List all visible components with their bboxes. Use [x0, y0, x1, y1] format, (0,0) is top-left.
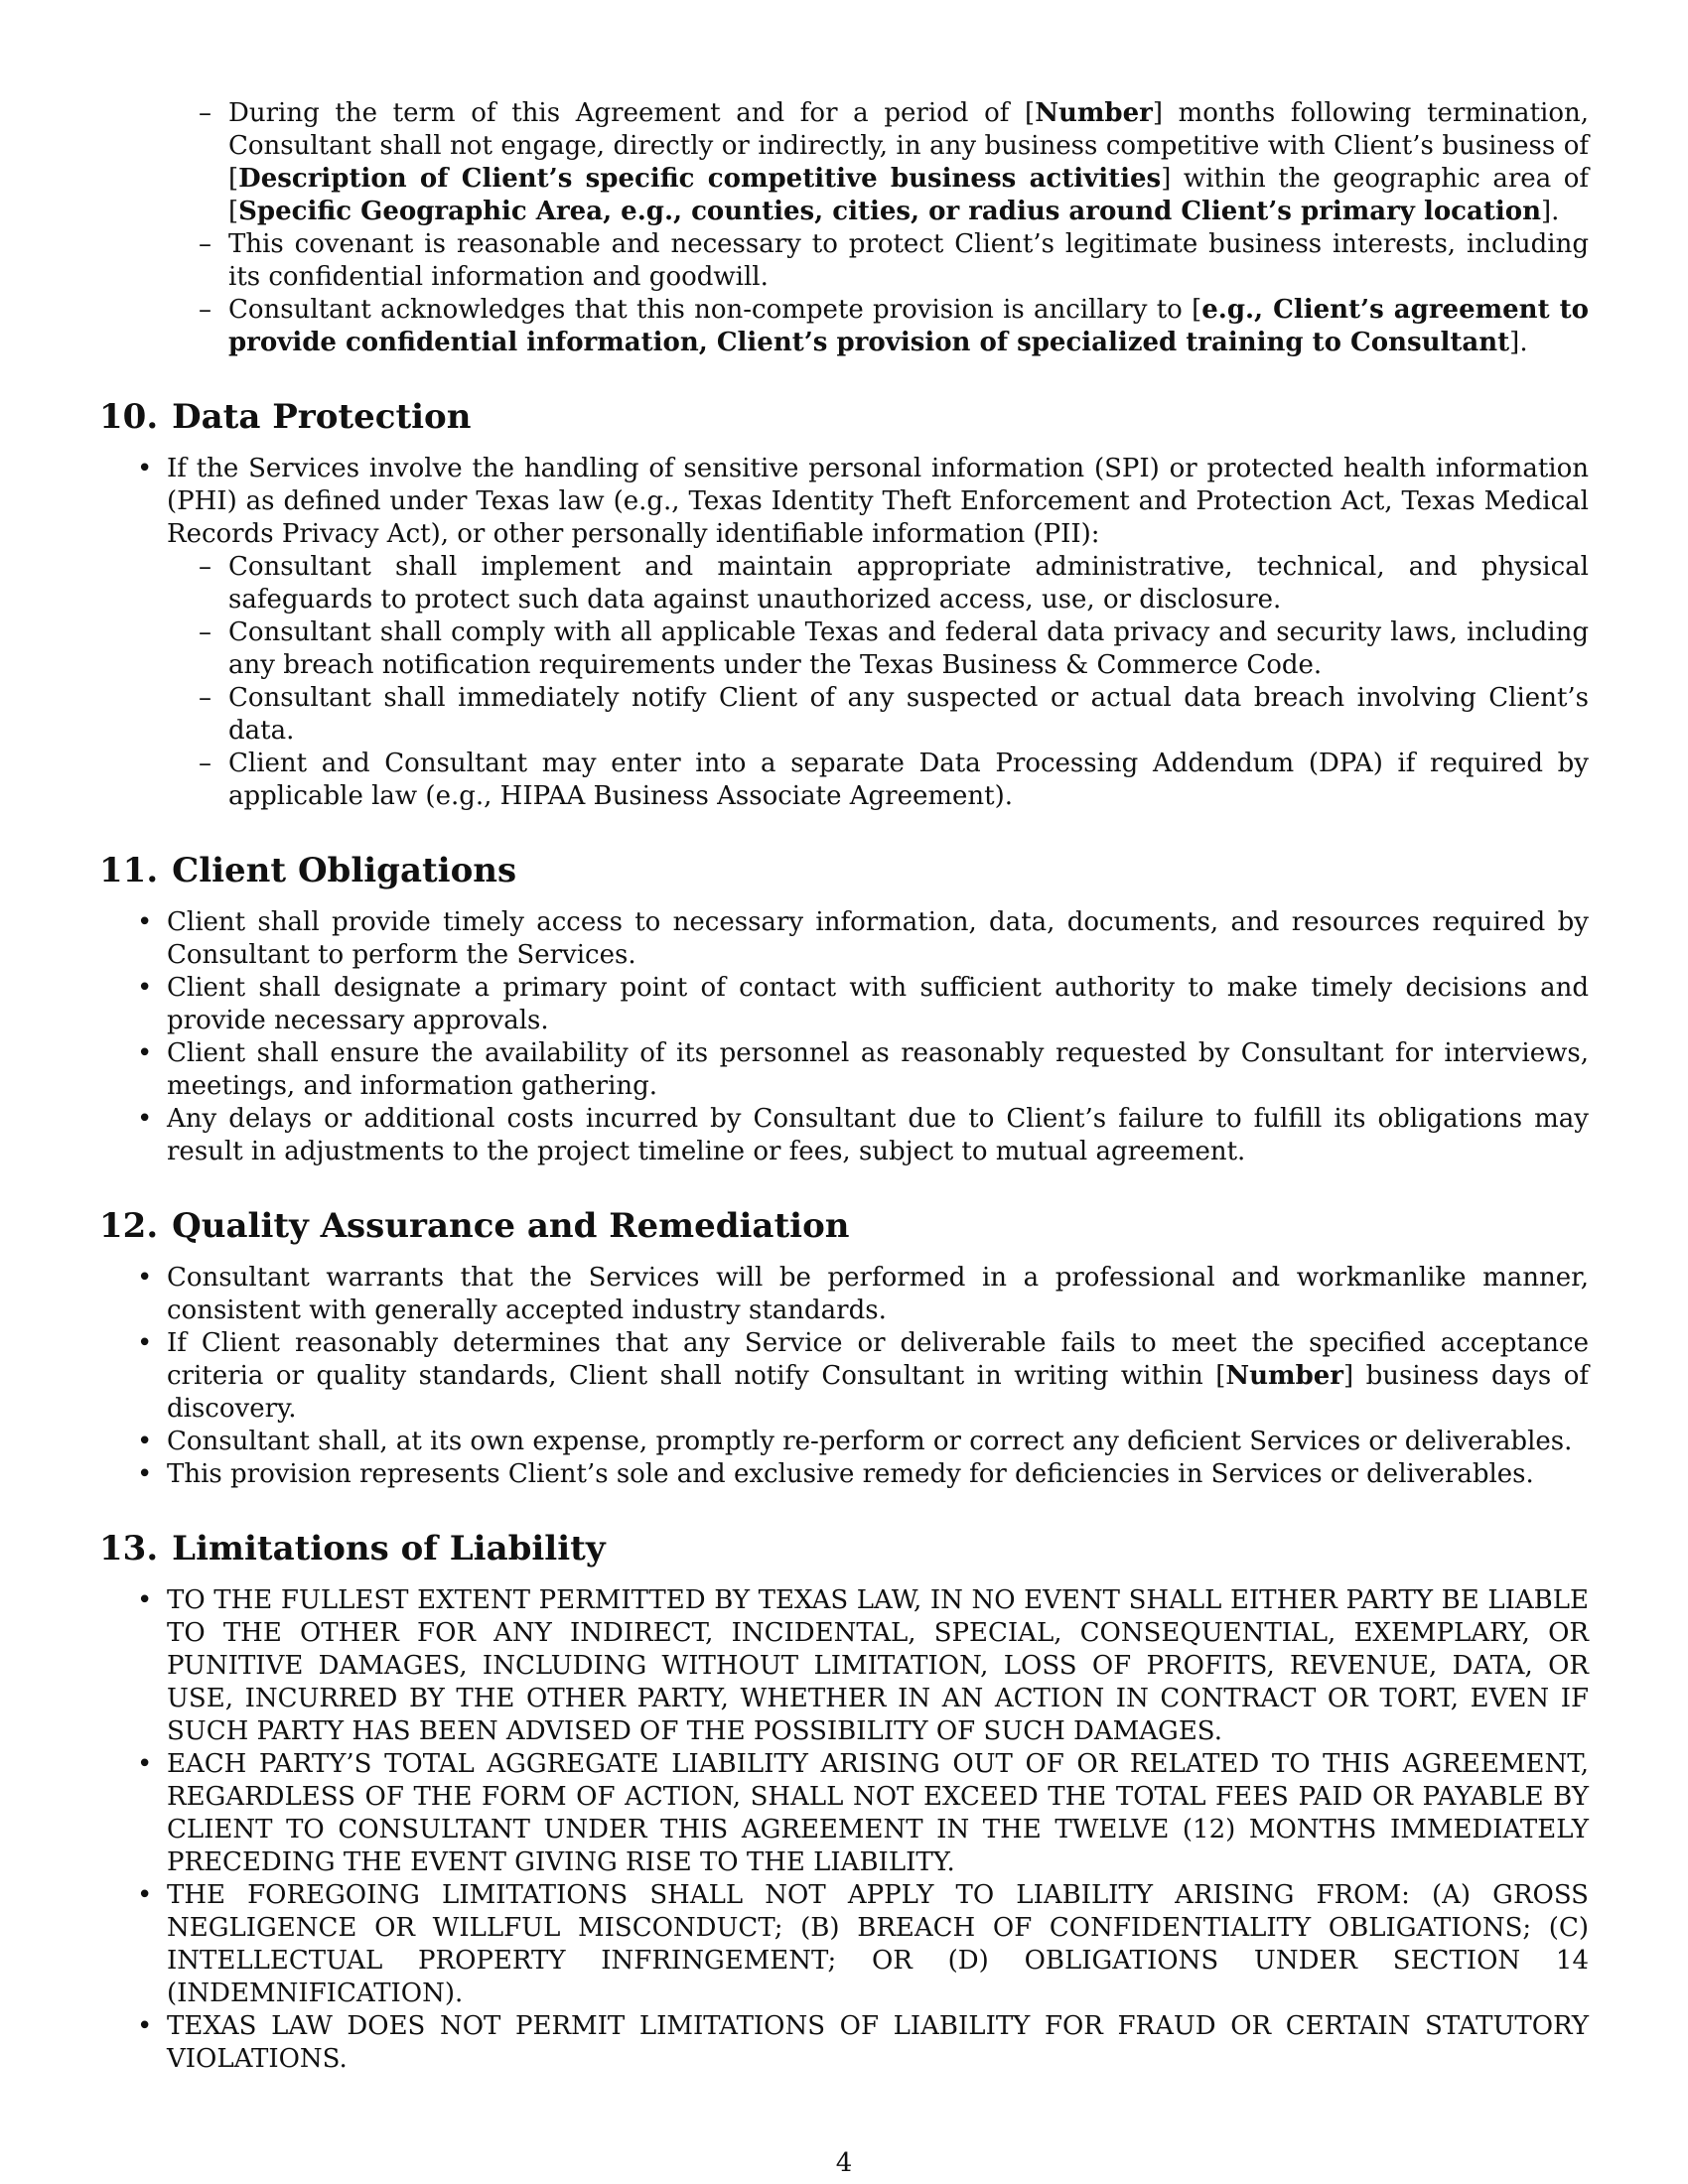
section-number: 11.	[99, 851, 159, 890]
section-heading	[99, 397, 1589, 437]
bullet-item	[99, 972, 1589, 1037]
section-number: 10.	[99, 397, 159, 437]
bold-placeholder-text: Number	[1225, 1361, 1343, 1391]
page-content	[99, 97, 1589, 2076]
section-11	[99, 851, 1589, 1168]
clause-text: Consultant shall immediately notify Client of any suspected or actual data breach involving Client’s data.	[228, 683, 1589, 746]
section-number: 13.	[99, 1529, 159, 1569]
sub-list-item	[99, 97, 1589, 228]
bullet-item	[99, 1879, 1589, 2010]
sections-container	[99, 397, 1589, 2076]
clause-text: ].	[1509, 328, 1528, 357]
bullet-list	[99, 1584, 1589, 2076]
bold-placeholder-text: Number	[1035, 98, 1153, 128]
clause-text: TO THE FULLEST EXTENT PERMITTED BY TEXAS LAW, IN NO EVENT SHALL EITHER PARTY BE LIABLE TO THE OTHER FOR ANY INDIRECT, INCIDENTAL, SPECIAL, CONSEQUENTIAL, EXEMPLARY, OR PUNITIVE DAMAGES, INCLUDING WITHOUT LIMITATION, LOSS OF PROFITS, REVENUE, DATA, OR USE, INCURRED BY THE OTHER PARTY, WHETHER IN AN ACTION IN CONTRACT OR TORT, EVEN IF SUCH PARTY HAS BEEN ADVISED OF THE POSSIBILITY OF SUCH DAMAGES.	[167, 1585, 1589, 1746]
section-title: Client Obligations	[172, 851, 517, 890]
clause-text: ] months following termination, Consultant shall not engage, directly or indirectly, in any business competitive with Client’s business of [	[228, 98, 1589, 194]
section-10	[99, 397, 1589, 813]
bullet-list	[99, 1262, 1589, 1491]
clause-text: EACH PARTY’S TOTAL AGGREGATE LIABILITY ARISING OUT OF OR RELATED TO THIS AGREEMENT, REGARDLESS OF THE FORM OF ACTION, SHALL NOT EXCEED THE TOTAL FEES PAID OR PAYABLE BY CLIENT TO CONSULTANT UNDER THIS AGREEMENT IN THE TWELVE (12) MONTHS IMMEDIATELY PRECEDING THE EVENT GIVING RISE TO THE LIABILITY.	[167, 1749, 1589, 1877]
continued-subclause-list	[99, 97, 1589, 359]
bold-placeholder-text: Description of Client’s specific competitive business activities	[238, 164, 1162, 194]
bullet-item	[99, 906, 1589, 972]
section-13	[99, 1529, 1589, 2076]
bullet-item	[99, 1458, 1589, 1491]
sub-list-item	[99, 228, 1589, 294]
section-number: 12.	[99, 1206, 159, 1246]
bullet-item	[99, 1103, 1589, 1168]
bold-placeholder-text: e.g., Client’s agreement to provide confidential information, Client’s provision of specialized training to Consultant	[228, 295, 1589, 357]
bold-placeholder-text: Specific Geographic Area, e.g., counties, cities, or radius around Client’s primary location	[238, 197, 1541, 226]
clause-text: Client shall provide timely access to necessary information, data, documents, and resources required by Consultant to perform the Services.	[167, 907, 1589, 970]
clause-text: Client shall ensure the availability of its personnel as reasonably requested by Consultant for interviews, meetings, and information gathering.	[167, 1038, 1589, 1101]
clause-text: ] within the geographic area of [	[228, 164, 1589, 226]
clause-text: Any delays or additional costs incurred by Consultant due to Client’s failure to fulfill its obligations may result in adjustments to the project timeline or fees, subject to mutual agreement.	[167, 1104, 1589, 1166]
clause-text: Consultant shall comply with all applicable Texas and federal data privacy and security laws, including any breach notification requirements under the Texas Business & Commerce Code.	[228, 617, 1589, 680]
sub-list	[167, 551, 1589, 813]
bullet-item	[99, 1327, 1589, 1426]
clause-text: Consultant shall implement and maintain appropriate administrative, technical, and physical safeguards to protect such data against unauthorized access, use, or disclosure.	[228, 552, 1589, 614]
bullet-item	[99, 1426, 1589, 1458]
clause-text: If the Services involve the handling of sensitive personal information (SPI) or protected health information (PHI) as defined under Texas law (e.g., Texas Identity Theft Enforcement and Protection Act, Texas Medical Records Privacy Act), or other personally identifiable information (PII):	[167, 454, 1589, 549]
sub-list-item	[167, 551, 1589, 616]
clause-text: THE FOREGOING LIMITATIONS SHALL NOT APPLY TO LIABILITY ARISING FROM: (A) GROSS NEGLIGENCE OR WILLFUL MISCONDUCT; (B) BREACH OF CONFIDENTIALITY OBLIGATIONS; (C) INTELLECTUAL PROPERTY INFRINGEMENT; OR (D) OBLIGATIONS UNDER SECTION 14 (INDEMNIFICATION).	[167, 1880, 1589, 2008]
sub-list-item	[167, 616, 1589, 682]
section-title: Limitations of Liability	[172, 1529, 606, 1569]
clause-text: Client and Consultant may enter into a separate Data Processing Addendum (DPA) if required by applicable law (e.g., HIPAA Business Associate Agreement).	[228, 749, 1589, 811]
bullet-item	[99, 453, 1589, 813]
sub-list-item	[167, 682, 1589, 748]
section-heading	[99, 1529, 1589, 1569]
section-heading	[99, 851, 1589, 890]
clause-text: ] business days of discovery.	[167, 1361, 1589, 1424]
bullet-item	[99, 1584, 1589, 1748]
clause-text: During the term of this Agreement and for a period of [	[228, 98, 1036, 128]
clause-text: If Client reasonably determines that any Service or deliverable fails to meet the specified acceptance criteria or quality standards, Client shall notify Consultant in writing within [	[167, 1328, 1589, 1391]
clause-text: This provision represents Client’s sole and exclusive remedy for deficiencies in Services or deliverables.	[167, 1459, 1534, 1489]
clause-text: Consultant acknowledges that this non-compete provision is ancillary to [	[228, 295, 1202, 325]
clause-text: Consultant warrants that the Services will be performed in a professional and workmanlike manner, consistent with generally accepted industry standards.	[167, 1263, 1589, 1325]
section-heading	[99, 1206, 1589, 1246]
section-12	[99, 1206, 1589, 1491]
bullet-list	[99, 453, 1589, 813]
sub-list-item	[167, 748, 1589, 813]
bullet-item	[99, 1037, 1589, 1103]
page-number: 4	[835, 2148, 853, 2178]
bullet-item	[99, 2010, 1589, 2076]
bullet-item	[99, 1262, 1589, 1327]
clause-text: Client shall designate a primary point of contact with sufficient authority to make timely decisions and provide necessary approvals.	[167, 973, 1589, 1035]
bullet-list	[99, 906, 1589, 1168]
section-title: Quality Assurance and Remediation	[172, 1206, 850, 1246]
clause-text: Consultant shall, at its own expense, promptly re-perform or correct any deficient Services or deliverables.	[167, 1427, 1573, 1456]
clause-text: ].	[1540, 197, 1560, 226]
sub-list-item	[99, 294, 1589, 359]
clause-text: This covenant is reasonable and necessary to protect Client’s legitimate business interests, including its confidential information and goodwill.	[228, 229, 1589, 292]
bullet-item	[99, 1748, 1589, 1879]
section-title: Data Protection	[172, 397, 472, 437]
clause-text: TEXAS LAW DOES NOT PERMIT LIMITATIONS OF LIABILITY FOR FRAUD OR CERTAIN STATUTORY VIOLATIONS.	[167, 2011, 1589, 2074]
